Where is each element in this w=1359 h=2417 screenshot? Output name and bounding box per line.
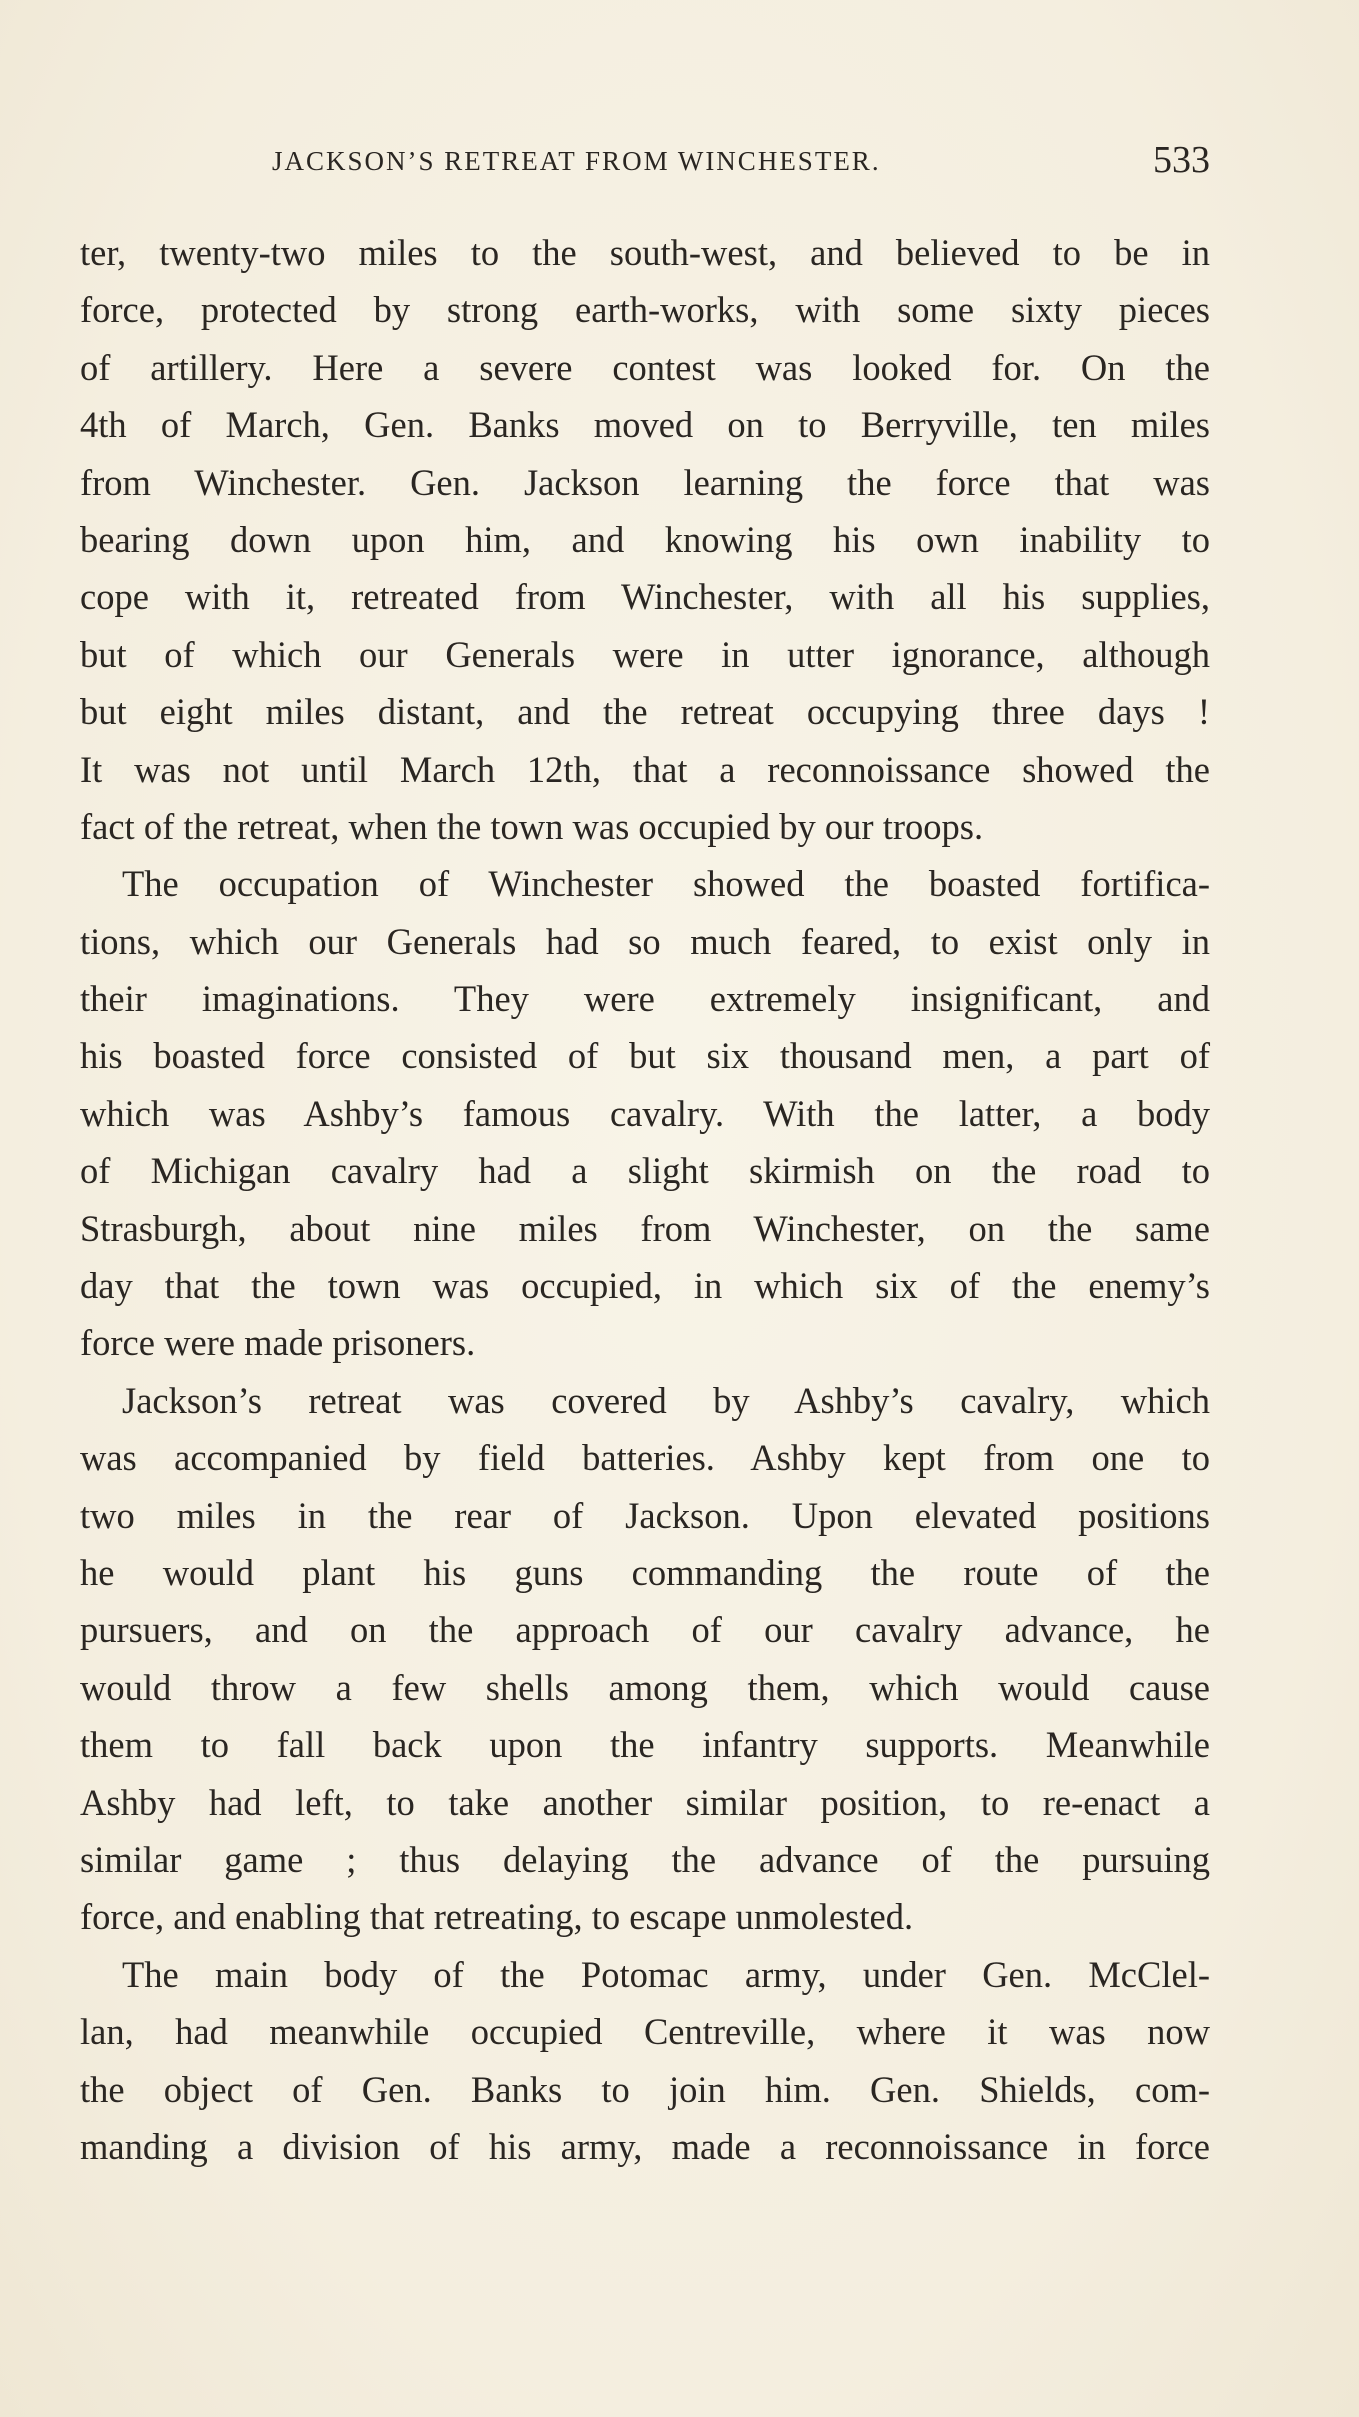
body-text	[80, 224, 1210, 2175]
text-line: from Winchester. Gen. Jackson learning the force that was	[80, 461, 1210, 503]
text-line: force, and enabling that retreating, to escape unmolested.	[80, 1896, 914, 1938]
text-line: of artillery. Here a severe contest was looked for. On the	[80, 346, 1210, 388]
text-line: force were made prisoners.	[80, 1322, 476, 1364]
running-head	[80, 138, 1210, 188]
text-line: day that the town was occupied, in which six of the enemy’s	[80, 1265, 1210, 1307]
text-line: force, protected by strong earth-works, with some sixty pieces	[80, 289, 1210, 331]
text-line: tions, which our Generals had so much feared, to exist only in	[80, 920, 1210, 962]
text-line: It was not until March 12th, that a reconnoissance showed the	[80, 748, 1210, 790]
text-line: Strasburgh, about nine miles from Winchester, on the same	[80, 1207, 1210, 1249]
text-line: pursuers, and on the approach of our cavalry advance, he	[80, 1609, 1210, 1651]
text-line: his boasted force consisted of but six thousand men, a part of	[80, 1035, 1210, 1077]
text-line: them to fall back upon the infantry supports. Meanwhile	[80, 1724, 1210, 1766]
text-line: cope with it, retreated from Winchester, with all his supplies,	[80, 576, 1210, 618]
text-line: 4th of March, Gen. Banks moved on to Berryville, ten miles	[80, 404, 1210, 446]
text-line: bearing down upon him, and knowing his own inability to	[80, 518, 1210, 560]
text-line: would throw a few shells among them, which would cause	[80, 1666, 1210, 1708]
text-line: Jackson’s retreat was covered by Ashby’s cavalry, which	[122, 1379, 1210, 1421]
text-line: of Michigan cavalry had a slight skirmish on the road to	[80, 1150, 1210, 1192]
text-line: which was Ashby’s famous cavalry. With the latter, a body	[80, 1092, 1210, 1134]
text-line: similar game ; thus delaying the advance of the pursuing	[80, 1838, 1210, 1880]
text-line: but eight miles distant, and the retreat occupying three days !	[80, 691, 1210, 733]
text-line: The occupation of Winchester showed the boasted fortifica-	[122, 863, 1210, 905]
text-line: the object of Gen. Banks to join him. Gen. Shields, com-	[80, 2068, 1210, 2110]
text-line: he would plant his guns commanding the route of the	[80, 1551, 1210, 1593]
text-line: but of which our Generals were in utter ignorance, although	[80, 633, 1210, 675]
text-line: manding a division of his army, made a reconnoissance in force	[80, 2125, 1210, 2167]
running-title: JACKSON’S RETREAT FROM WINCHESTER.	[272, 146, 881, 176]
text-line: fact of the retreat, when the town was occupied by our troops.	[80, 805, 984, 847]
text-line: Ashby had left, to take another similar position, to re-enact a	[80, 1781, 1210, 1823]
text-line: their imaginations. They were extremely insignificant, and	[80, 978, 1210, 1020]
text-line: was accompanied by field batteries. Ashby kept from one to	[80, 1437, 1210, 1479]
page-number: 533	[1153, 139, 1210, 181]
text-line: The main body of the Potomac army, under Gen. McClel-	[122, 1953, 1210, 1995]
text-line: two miles in the rear of Jackson. Upon elevated positions	[80, 1494, 1210, 1536]
text-line: lan, had meanwhile occupied Centreville, where it was now	[80, 2011, 1210, 2053]
text-line: ter, twenty-two miles to the south-west, and believed to be in	[80, 232, 1210, 273]
